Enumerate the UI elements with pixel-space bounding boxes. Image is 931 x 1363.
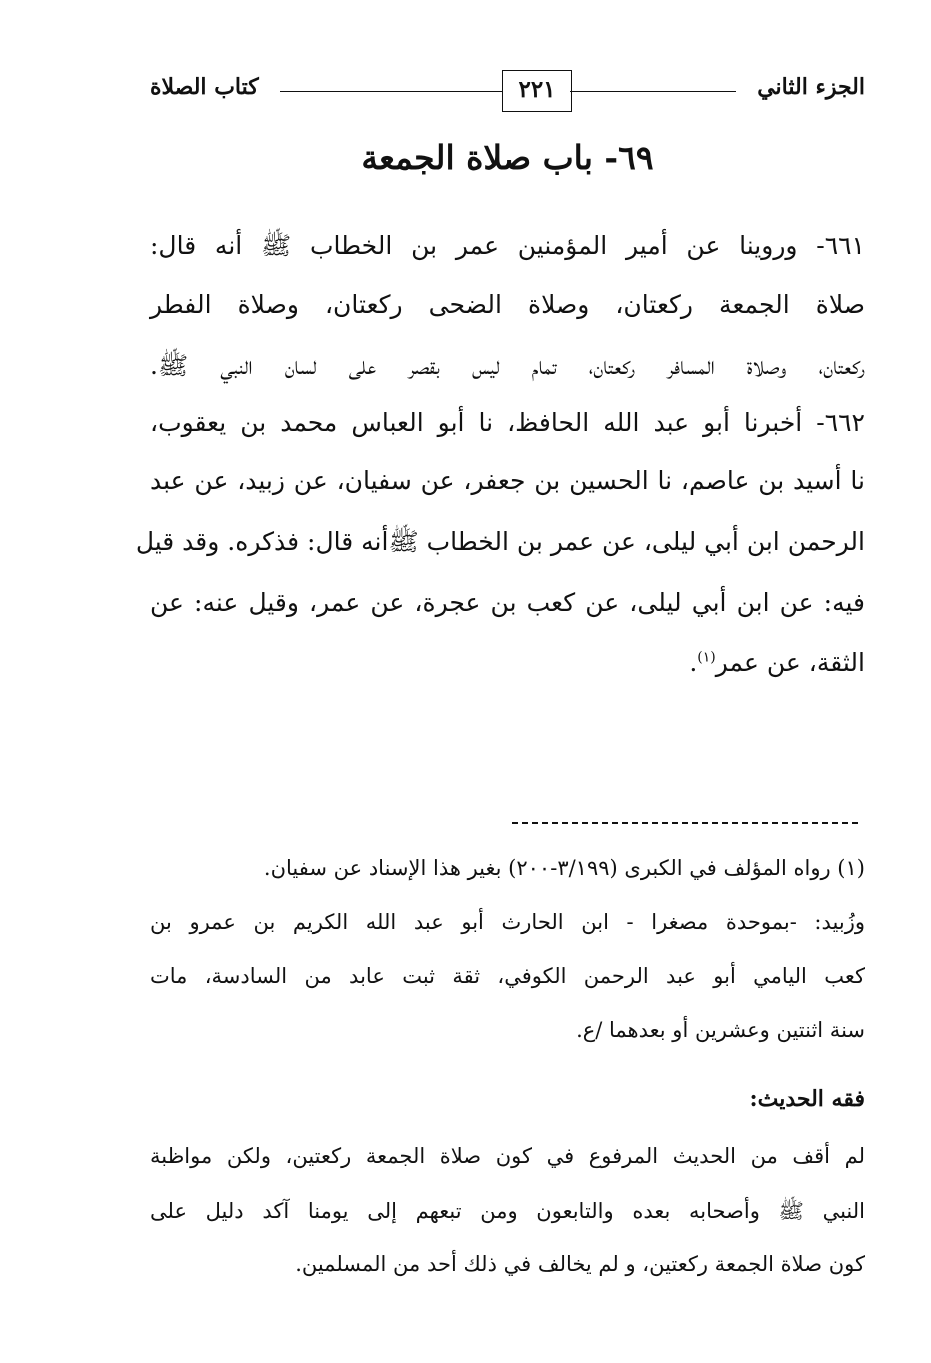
hadith-661-line-3: ركعتان، وصلاة المسافر ركعتان، تمام ليس بقصر على لسان النبي ﷺ.: [150, 351, 865, 380]
footnote-line-4: سنة اثنتين وعشرين أو بعدهما /ع.: [576, 1018, 865, 1042]
chapter-title: ٦٩- باب صلاة الجمعة: [361, 138, 654, 177]
hadith-662-line-5: [150, 648, 865, 677]
fiqh-line-1: لم أقف من الحديث المرفوع في كون صلاة الجمعة ركعتين، ولكن مواظبة: [150, 1144, 865, 1168]
fiqh-line-2: النبي ﷺ وأصحابه بعده والتابعون ومن تبعهم إلى يومنا آكد دليل على: [150, 1199, 865, 1223]
hadith-661-line-2: صلاة الجمعة ركعتان، وصلاة الضحى ركعتان، وصلاة الفطر: [150, 290, 865, 319]
page-number: ٢٢١: [502, 70, 572, 112]
footnote-line-3: كعب اليامي أبو عبد الرحمن الكوفي، ثقة ثبت عابد من السادسة، مات: [150, 964, 865, 988]
running-header: [150, 64, 865, 116]
hadith-662-line-4: فيه: عن ابن أبي ليلى، عن كعب بن عجرة، عن عمر، وقيل عنه: عن: [150, 588, 865, 617]
header-rule-left: [280, 91, 502, 92]
hadith-662-line-3: الرحمن ابن أبي ليلى، عن عمر بن الخطاب ﷺأنه قال: فذكره. وقد قيل: [135, 527, 865, 556]
hadith-661-line-1: ٦٦١- وروينا عن أمير المؤمنين عمر بن الخطاب ﷺ أنه قال:: [150, 231, 865, 260]
hadith-662-line-5-text: الثقة، عن عمر: [715, 648, 865, 677]
footnote-line-2: وزُبيد: -بموحدة مصغرا - ابن الحارث أبو عبد الله الكريم بن عمرو بن: [150, 910, 865, 934]
hadith-662-line-2: نا أسيد بن عاصم، نا الحسين بن جعفر، عن سفيان، عن زبيد، عن عبد: [150, 466, 865, 495]
footnote-line-1: (١) رواه المؤلف في الكبرى (٣/١٩٩-٢٠٠) بغير هذا الإسناد عن سفيان.: [263, 856, 865, 880]
fiqh-heading: فقه الحديث:: [749, 1086, 865, 1112]
hadith-662-line-5-end: .: [689, 648, 698, 677]
footnote-reference: (١): [697, 649, 716, 666]
hadith-662-line-1: ٦٦٢- أخبرنا أبو عبد الله الحافظ، نا أبو العباس محمد بن يعقوب،: [150, 408, 865, 437]
footnote-separator: [512, 822, 858, 824]
part-label: الجزء الثاني: [757, 74, 865, 100]
header-rule-right: [570, 91, 736, 92]
book-label: كتاب الصلاة: [150, 74, 259, 100]
fiqh-line-3: كون صلاة الجمعة ركعتين، و لم يخالف في ذلك أحد من المسلمين.: [295, 1252, 865, 1276]
